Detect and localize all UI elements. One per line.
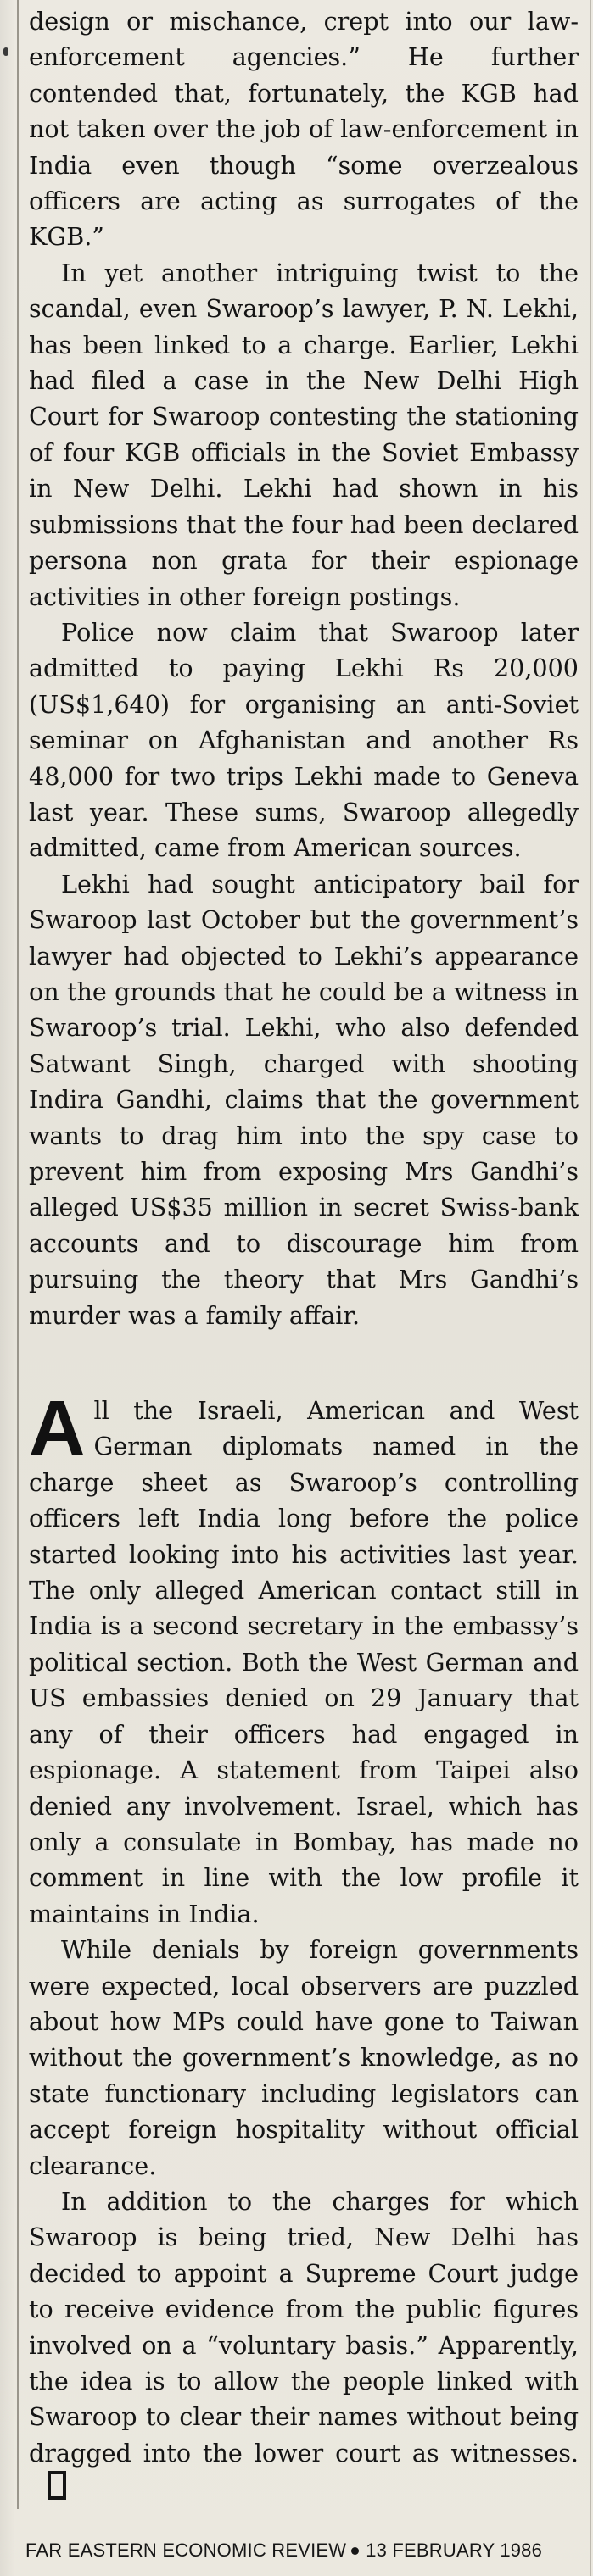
page-footer	[25, 2540, 568, 2562]
margin-ink-mark	[3, 47, 8, 56]
section-opening-paragraph	[29, 1385, 579, 1932]
column-rule-left	[17, 0, 19, 2509]
article-paragraph: design or mischance, crept into our law-enforcement agencies.” He further contended that, fortunately, the KGB had not taken over the job of law-enforcement in India even though “some overzealous officers are acting as surrogates of the KGB.”	[29, 7, 579, 252]
bullet-icon	[351, 2547, 359, 2555]
section-break	[29, 1333, 579, 1393]
article-paragraph: Police now claim that Swaroop later admitted to paying Lekhi Rs 20,000 (US$1,640) for organising an anti-Soviet seminar on Afghanistan and another Rs 48,000 for two trips Lekhi made to Geneva last year. These sums, Swaroop allegedly admitted, came from American sources.	[29, 617, 579, 863]
section-opening-text: ll the Israeli, American and West German diplomats named in the charge sheet as Swaroop’s controlling officers left India long before the police started looking into his activities last year. The only alleged American contact still in India is a second secretary in the embassy’s political section. Both the West German and US embassies denied on 29 January that any of their officers had engaged in espionage. A statement from Taipei also denied any involvement. Israel, which has only a consulate in Bombay, has made no comment in line with the low profile it maintains in India.	[29, 1396, 579, 1928]
drop-cap: A	[29, 1385, 86, 1472]
publication-name: FAR EASTERN ECONOMIC REVIEW	[25, 2540, 347, 2561]
article-column	[29, 3, 579, 2507]
final-paragraph-text: In addition to the charges for which Swaroop is being tried, New Delhi has decided to appoint a Supreme Court judge to receive evidence from the public figures involved on a “voluntary basis.” Apparently, the idea is to allow the people linked with Swaroop to clear their names without being dragged into the lower court as witnesses.	[29, 2186, 579, 2468]
column-rule-right	[590, 0, 591, 2576]
issue-date: 13 FEBRUARY 1986	[366, 2540, 543, 2561]
end-of-article-icon	[48, 2471, 66, 2500]
article-paragraph: Lekhi had sought anticipatory bail for Swaroop last October but the government’s lawyer had objected to Lekhi’s appearance on the grounds that he could be a witness in Swaroop’s trial. Lekhi, who also defended Satwant Singh, charged with shooting Indira Gandhi, claims that the government wants to drag him into the spy case to prevent him from exposing Mrs Gandhi’s alleged US$35 million in secret Swiss-bank accounts and to discourage him from pursuing the theory that Mrs Gandhi’s murder was a family affair.	[29, 869, 579, 1330]
article-paragraph: In yet another intriguing twist to the scandal, even Swaroop’s lawyer, P. N. Lekhi, has been linked to a charge. Earlier, Lekhi had filed a case in the New Delhi High Court for Swaroop contesting the stationing of four KGB officials in the Soviet Embassy in New Delhi. Lekhi had shown in his submissions that the four had been declared persona non grata for their espionage activities in other foreign postings.	[29, 258, 579, 611]
article-final-paragraph	[29, 2184, 579, 2507]
article-paragraph: While denials by foreign governments were expected, local observers are puzzled about how MPs could have gone to Taiwan without the government’s knowledge, as no state functionary including legislators can accept foreign hospitality without official clearance.	[29, 1935, 579, 2180]
